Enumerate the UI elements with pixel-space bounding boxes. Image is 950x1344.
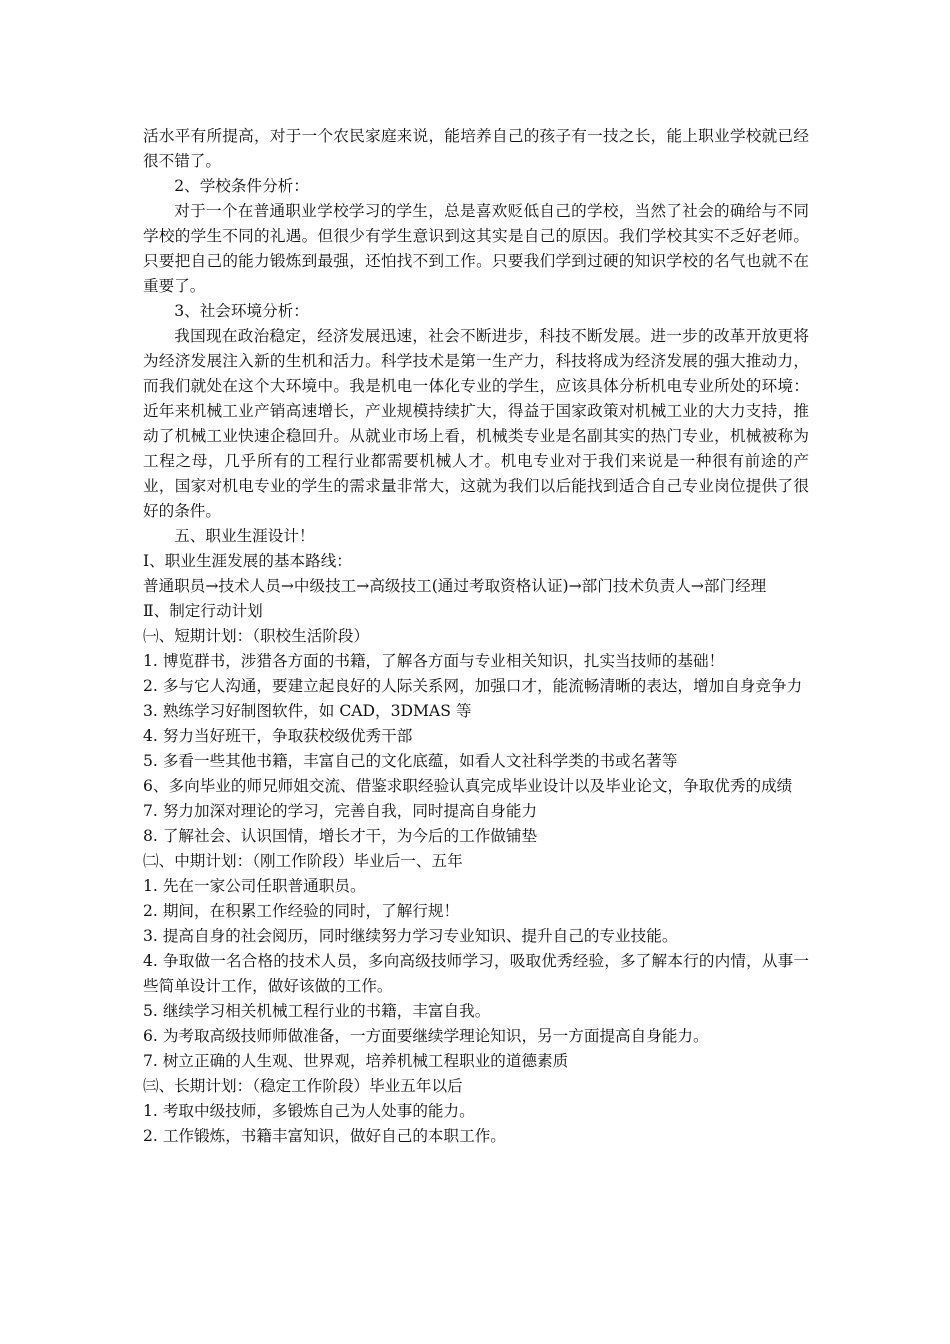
list-item: 2. 期间，在积累工作经验的同时，了解行规！ — [143, 902, 460, 920]
plan-heading: ㈠、短期计划：（职校生活阶段） — [143, 627, 370, 645]
paragraph: 活水平有所提高，对于一个农民家庭来说，能培养自己的孩子有一技之长，能上职业学校就已经很不错了。 — [143, 127, 809, 170]
list-item: 8. 了解社会、认识国情，增长才干，为今后的工作做铺垫 — [143, 827, 538, 845]
list-item: 1. 先在一家公司任职普通职员。 — [143, 877, 366, 895]
section-heading: 五、职业生涯设计！ — [174, 527, 315, 545]
career-path: 普通职员→技术人员→中级技工→高级技工(通过考取资格认证)→部门技术负责人→部门经理 — [143, 577, 767, 595]
section-heading: Ⅰ、职业生涯发展的基本路线： — [143, 552, 352, 570]
list-item: 1. 考取中级技师，多锻炼自己为人处事的能力。 — [143, 1102, 475, 1120]
list-item: 5. 继续学习相关机械工程行业的书籍，丰富自我。 — [143, 1002, 491, 1020]
section-heading: Ⅱ、制定行动计划 — [143, 602, 263, 620]
list-item: 3. 熟练学习好制图软件，如 CAD，3DMAS 等 — [143, 702, 472, 720]
list-item: 1. 博览群书，涉猎各方面的书籍，了解各方面与专业相关知识，扎实当技师的基础！ — [143, 652, 725, 670]
list-item: 5. 多看一些其他书籍，丰富自己的文化底蕴，如看人文社科学类的书或名著等 — [143, 752, 678, 770]
list-item: 4. 努力当好班干，争取获校级优秀干部 — [143, 727, 413, 745]
plan-heading: ㈢、长期计划：（稳定工作阶段）毕业五年以后 — [143, 1077, 463, 1095]
list-item: 7. 树立正确的人生观、世界观，培养机械工程职业的道德素质 — [143, 1052, 569, 1070]
list-item: 6、多向毕业的师兄师姐交流、借鉴求职经验认真完成毕业设计以及毕业论文，争取优秀的成绩 — [143, 777, 793, 795]
paragraph: 对于一个在普通职业学校学习的学生，总是喜欢贬低自己的学校，当然了社会的确给与不同学校的学生不同的礼遇。但很少有学生意识到这其实是自己的原因。我们学校其实不乏好老师。只要把自己的能力锻炼到最强，还怕找不到工作。只要我们学到过硬的知识学校的名气也就不在重要了。 — [143, 202, 809, 295]
section-heading: 2、学校条件分析： — [174, 177, 309, 195]
document-body — [143, 124, 809, 1149]
list-item: 6. 为考取高级技师师做准备，一方面要继续学理论知识，另一方面提高自身能力。 — [143, 1027, 709, 1045]
list-item: 2. 多与它人沟通，要建立起良好的人际关系网，加强口才，能流畅清晰的表达，增加自身竞争力 — [143, 677, 803, 695]
plan-heading: ㈡、中期计划：（刚工作阶段）毕业后一、五年 — [143, 852, 463, 870]
list-item: 3. 提高自身的社会阅历，同时继续努力学习专业知识、提升自己的专业技能。 — [143, 927, 678, 945]
section-heading: 3、社会环境分析： — [174, 302, 309, 320]
list-item: 2. 工作锻炼，书籍丰富知识，做好自己的本职工作。 — [143, 1127, 506, 1145]
list-item: 7. 努力加深对理论的学习，完善自我，同时提高自身能力 — [143, 802, 538, 820]
list-item: 4. 争取做一名合格的技术人员，多向高级技师学习，吸取优秀经验，多了解本行的内情，从事一些简单设计工作，做好该做的工作。 — [143, 952, 809, 995]
paragraph: 我国现在政治稳定，经济发展迅速，社会不断进步，科技不断发展。进一步的改革开放更将为经济发展注入新的生机和活力。科学技术是第一生产力，科技将成为经济发展的强大推动力，而我们就处在这个大环境中。我是机电一体化专业的学生，应该具体分析机电专业所处的环境：近年来机械工业产销高速增长，产业规模持续扩大，得益于国家政策对机械工业的大力支持，推动了机械工业快速企稳回升。从就业市场上看，机械类专业是名副其实的热门专业，机械被称为工程之母，几乎所有的工程行业都需要机械人才。机电专业对于我们来说是一种很有前途的产业，国家对机电专业的学生的需求量非常大，这就为我们以后能找到适合自己专业岗位提供了很好的条件。 — [143, 327, 809, 520]
